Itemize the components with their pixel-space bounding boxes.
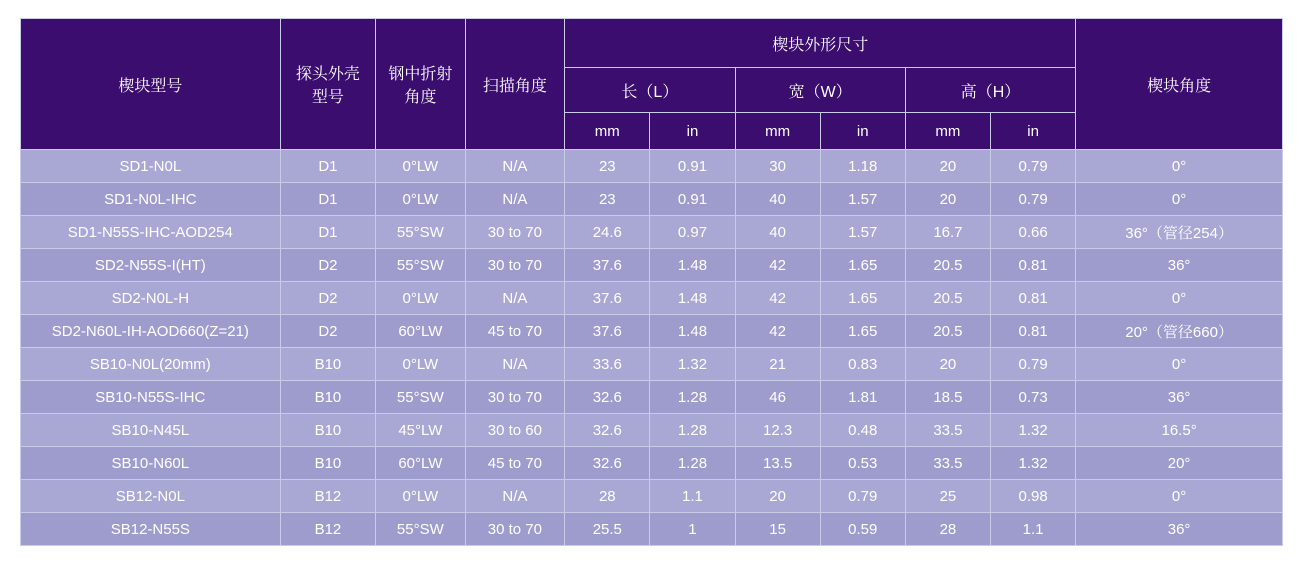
cell-length-in: 1.32 [650, 348, 735, 381]
header-width-in: in [820, 113, 905, 150]
cell-refraction: 55°SW [376, 381, 465, 414]
cell-model: SB10-N45L [21, 414, 281, 447]
cell-scan: N/A [465, 150, 565, 183]
cell-length-in: 1.48 [650, 315, 735, 348]
cell-probe: B10 [280, 348, 376, 381]
cell-width-in: 1.65 [820, 282, 905, 315]
cell-refraction: 0°LW [376, 183, 465, 216]
cell-width-mm: 15 [735, 513, 820, 546]
cell-wedge-angle: 16.5° [1076, 414, 1283, 447]
cell-refraction: 55°SW [376, 216, 465, 249]
cell-scan: N/A [465, 183, 565, 216]
cell-length-in: 0.91 [650, 183, 735, 216]
cell-scan: 30 to 70 [465, 381, 565, 414]
cell-height-mm: 20 [905, 183, 990, 216]
cell-width-mm: 21 [735, 348, 820, 381]
table-header [21, 19, 1283, 150]
header-width-mm: mm [735, 113, 820, 150]
cell-width-in: 1.57 [820, 216, 905, 249]
cell-width-mm: 12.3 [735, 414, 820, 447]
cell-wedge-angle: 0° [1076, 282, 1283, 315]
cell-width-mm: 20 [735, 480, 820, 513]
cell-height-in: 0.81 [991, 249, 1076, 282]
header-length: 长（L） [565, 68, 735, 113]
cell-length-in: 1.28 [650, 447, 735, 480]
cell-height-in: 0.79 [991, 183, 1076, 216]
cell-length-mm: 37.6 [565, 249, 650, 282]
cell-width-mm: 42 [735, 249, 820, 282]
header-refraction-line1: 钢中折射 [388, 66, 453, 83]
cell-probe: D2 [280, 249, 376, 282]
cell-probe: D2 [280, 282, 376, 315]
header-scan-angle: 扫描角度 [465, 19, 565, 150]
cell-scan: N/A [465, 480, 565, 513]
cell-height-in: 0.98 [991, 480, 1076, 513]
cell-refraction: 55°SW [376, 249, 465, 282]
cell-model: SD2-N60L-IH-AOD660(Z=21) [21, 315, 281, 348]
cell-width-mm: 42 [735, 315, 820, 348]
header-height-in: in [991, 113, 1076, 150]
table-row [21, 315, 1283, 348]
cell-model: SD1-N0L-IHC [21, 183, 281, 216]
cell-height-mm: 20 [905, 150, 990, 183]
header-probe-shell-line1: 探头外壳 [295, 66, 360, 83]
cell-height-in: 1.32 [991, 414, 1076, 447]
header-dimensions: 楔块外形尺寸 [565, 19, 1076, 68]
cell-height-mm: 33.5 [905, 447, 990, 480]
cell-width-mm: 46 [735, 381, 820, 414]
cell-model: SD1-N55S-IHC-AOD254 [21, 216, 281, 249]
cell-width-mm: 40 [735, 183, 820, 216]
cell-height-mm: 28 [905, 513, 990, 546]
cell-width-in: 0.83 [820, 348, 905, 381]
cell-probe: B12 [280, 513, 376, 546]
cell-height-mm: 18.5 [905, 381, 990, 414]
cell-wedge-angle: 20°（管径660） [1076, 315, 1283, 348]
cell-width-in: 1.57 [820, 183, 905, 216]
table-row [21, 513, 1283, 546]
cell-model: SB10-N55S-IHC [21, 381, 281, 414]
cell-scan: 30 to 70 [465, 513, 565, 546]
cell-length-in: 1 [650, 513, 735, 546]
header-probe-shell-line2: 型号 [311, 89, 344, 106]
cell-width-mm: 13.5 [735, 447, 820, 480]
cell-model: SD2-N0L-H [21, 282, 281, 315]
cell-probe: D1 [280, 216, 376, 249]
cell-height-mm: 25 [905, 480, 990, 513]
table-row [21, 183, 1283, 216]
cell-length-in: 0.91 [650, 150, 735, 183]
wedge-spec-table [20, 18, 1283, 546]
cell-scan: N/A [465, 348, 565, 381]
cell-width-mm: 40 [735, 216, 820, 249]
table-row [21, 447, 1283, 480]
table-row [21, 216, 1283, 249]
cell-height-mm: 20.5 [905, 282, 990, 315]
cell-model: SB12-N55S [21, 513, 281, 546]
header-model: 楔块型号 [21, 19, 281, 150]
cell-width-mm: 30 [735, 150, 820, 183]
cell-refraction: 0°LW [376, 348, 465, 381]
cell-width-in: 1.65 [820, 315, 905, 348]
cell-length-mm: 24.6 [565, 216, 650, 249]
cell-length-in: 1.48 [650, 282, 735, 315]
cell-wedge-angle: 0° [1076, 150, 1283, 183]
cell-length-in: 1.28 [650, 414, 735, 447]
table-row [21, 282, 1283, 315]
cell-width-mm: 42 [735, 282, 820, 315]
table-row [21, 414, 1283, 447]
cell-length-mm: 23 [565, 183, 650, 216]
cell-length-mm: 32.6 [565, 414, 650, 447]
cell-scan: 30 to 70 [465, 216, 565, 249]
cell-length-mm: 28 [565, 480, 650, 513]
header-height: 高（H） [905, 68, 1075, 113]
cell-probe: B10 [280, 414, 376, 447]
cell-probe: B12 [280, 480, 376, 513]
cell-length-mm: 23 [565, 150, 650, 183]
cell-width-in: 1.18 [820, 150, 905, 183]
cell-length-in: 1.28 [650, 381, 735, 414]
cell-height-in: 1.1 [991, 513, 1076, 546]
cell-refraction: 60°LW [376, 447, 465, 480]
table-row [21, 381, 1283, 414]
cell-refraction: 0°LW [376, 282, 465, 315]
table-row [21, 480, 1283, 513]
cell-width-in: 1.65 [820, 249, 905, 282]
cell-height-in: 0.81 [991, 315, 1076, 348]
cell-height-mm: 20.5 [905, 249, 990, 282]
cell-probe: B10 [280, 447, 376, 480]
cell-scan: 30 to 60 [465, 414, 565, 447]
header-probe-shell [280, 19, 376, 150]
cell-wedge-angle: 0° [1076, 348, 1283, 381]
cell-refraction: 60°LW [376, 315, 465, 348]
table-body [21, 150, 1283, 546]
cell-refraction: 0°LW [376, 480, 465, 513]
cell-refraction: 55°SW [376, 513, 465, 546]
cell-model: SB10-N60L [21, 447, 281, 480]
cell-refraction: 45°LW [376, 414, 465, 447]
cell-height-in: 1.32 [991, 447, 1076, 480]
header-width: 宽（W） [735, 68, 905, 113]
cell-width-in: 0.79 [820, 480, 905, 513]
cell-length-mm: 32.6 [565, 447, 650, 480]
cell-length-in: 1.1 [650, 480, 735, 513]
cell-height-in: 0.79 [991, 150, 1076, 183]
cell-scan: N/A [465, 282, 565, 315]
header-length-mm: mm [565, 113, 650, 150]
cell-wedge-angle: 36°（管径254） [1076, 216, 1283, 249]
cell-height-mm: 33.5 [905, 414, 990, 447]
cell-height-in: 0.66 [991, 216, 1076, 249]
cell-height-mm: 20 [905, 348, 990, 381]
cell-height-mm: 20.5 [905, 315, 990, 348]
cell-scan: 30 to 70 [465, 249, 565, 282]
cell-model: SD1-N0L [21, 150, 281, 183]
cell-width-in: 0.53 [820, 447, 905, 480]
cell-length-mm: 37.6 [565, 315, 650, 348]
cell-model: SB10-N0L(20mm) [21, 348, 281, 381]
cell-wedge-angle: 36° [1076, 381, 1283, 414]
cell-refraction: 0°LW [376, 150, 465, 183]
header-refraction-line2: 角度 [404, 89, 437, 106]
cell-scan: 45 to 70 [465, 315, 565, 348]
cell-wedge-angle: 20° [1076, 447, 1283, 480]
cell-height-in: 0.79 [991, 348, 1076, 381]
cell-width-in: 0.59 [820, 513, 905, 546]
cell-length-mm: 33.6 [565, 348, 650, 381]
cell-height-in: 0.81 [991, 282, 1076, 315]
cell-wedge-angle: 0° [1076, 183, 1283, 216]
cell-length-mm: 25.5 [565, 513, 650, 546]
cell-width-in: 0.48 [820, 414, 905, 447]
cell-height-mm: 16.7 [905, 216, 990, 249]
header-wedge-angle: 楔块角度 [1076, 19, 1283, 150]
cell-height-in: 0.73 [991, 381, 1076, 414]
header-length-in: in [650, 113, 735, 150]
table-row [21, 150, 1283, 183]
cell-probe: D2 [280, 315, 376, 348]
cell-length-in: 1.48 [650, 249, 735, 282]
cell-wedge-angle: 0° [1076, 480, 1283, 513]
header-height-mm: mm [905, 113, 990, 150]
cell-length-mm: 37.6 [565, 282, 650, 315]
cell-model: SD2-N55S-I(HT) [21, 249, 281, 282]
table-row [21, 249, 1283, 282]
cell-length-mm: 32.6 [565, 381, 650, 414]
table-row [21, 348, 1283, 381]
cell-wedge-angle: 36° [1076, 249, 1283, 282]
header-row-1 [21, 19, 1283, 68]
cell-model: SB12-N0L [21, 480, 281, 513]
cell-probe: D1 [280, 150, 376, 183]
cell-width-in: 1.81 [820, 381, 905, 414]
cell-wedge-angle: 36° [1076, 513, 1283, 546]
cell-probe: B10 [280, 381, 376, 414]
cell-scan: 45 to 70 [465, 447, 565, 480]
header-refraction [376, 19, 465, 150]
cell-length-in: 0.97 [650, 216, 735, 249]
cell-probe: D1 [280, 183, 376, 216]
